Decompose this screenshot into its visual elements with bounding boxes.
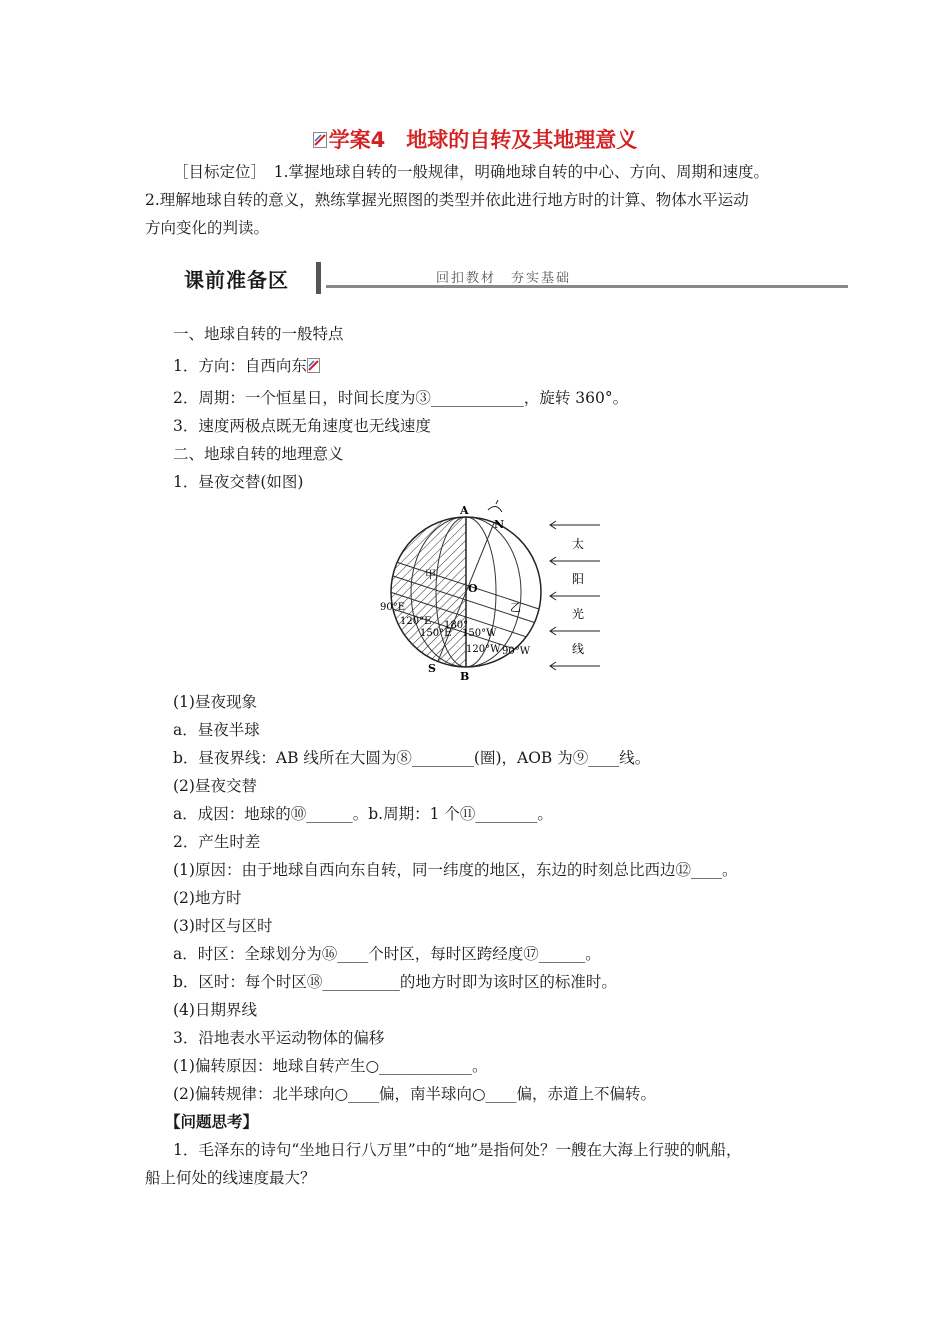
sunlight-char-1: 太 xyxy=(572,537,585,551)
label-jia: 甲 xyxy=(425,568,436,581)
document-logo-icon xyxy=(313,129,327,145)
label-o: O xyxy=(468,582,478,595)
body-line-15: (2)偏转规律：北半球向○____偏，南半球向○____偏，赤道上不偏转。 xyxy=(173,1085,657,1103)
body-line-4: (2)昼夜交替 xyxy=(173,777,257,795)
goals-line-3: 方向变化的判读。 xyxy=(145,219,270,237)
label-180: 180° xyxy=(444,620,469,631)
banner-rule xyxy=(326,285,848,288)
section2-sub1: 1．昼夜交替(如图) xyxy=(173,473,304,491)
label-150w: 150°W xyxy=(462,628,497,639)
body-line-8: (2)地方时 xyxy=(173,889,242,907)
banner-subtitle: 回扣教材 夯实基础 xyxy=(436,271,572,286)
section1-item-2: 2．周期：一个恒星日，时间长度为③____________，旋转 360°。 xyxy=(173,389,629,407)
banner-bar xyxy=(316,262,321,294)
body-line-12: (4)日期界线 xyxy=(173,1001,257,1019)
sunlight-char-4: 线 xyxy=(572,642,585,656)
label-yi: 乙 xyxy=(510,601,521,614)
label-150e: 150°E xyxy=(420,628,452,639)
banner-label: 课前准备区 xyxy=(184,268,289,292)
label-s: S xyxy=(428,662,436,675)
title-text: 学案4 地球的自转及其地理意义 xyxy=(328,128,638,152)
section1-heading: 一、地球自转的一般特点 xyxy=(173,325,344,343)
label-n: N xyxy=(494,518,505,531)
label-120e: 120°E xyxy=(400,616,432,627)
body-line-14: (1)偏转原因：地球自转产生○____________。 xyxy=(173,1057,488,1075)
section-banner xyxy=(176,264,848,298)
label-a: A xyxy=(460,504,469,517)
sunlight-char-2: 阳 xyxy=(572,572,585,586)
label-120w: 120°W xyxy=(466,644,501,655)
inline-logo-icon xyxy=(307,358,320,373)
goals-line-2: 2.理解地球自转的意义，熟练掌握光照图的类型并依此进行地方时的计算、物体水平运动 xyxy=(145,191,749,209)
label-b: B xyxy=(460,670,470,683)
label-90e: 90°E xyxy=(380,602,406,613)
body-line-6: 2．产生时差 xyxy=(173,833,261,851)
section1-item-1 xyxy=(173,354,320,376)
body-line-7: (1)原因：由于地球自西向东自转，同一纬度的地区，东边的时刻总比西边⑫____。 xyxy=(173,861,738,879)
body-line-5: a．成因：地球的⑩______。b.周期：1 个⑪________。 xyxy=(173,805,553,823)
body-line-9: (3)时区与区时 xyxy=(173,917,273,935)
question-heading: 【问题思考】 xyxy=(165,1112,259,1131)
body-line-10: a．时区：全球划分为⑯____个时区，每时区跨经度⑰______。 xyxy=(173,945,601,963)
section2-heading: 二、地球自转的地理意义 xyxy=(173,445,344,463)
body-line-2: a．昼夜半球 xyxy=(173,721,260,739)
body-line-3: b．昼夜界线：AB 线所在大圆为⑧________(圈)，AOB 为⑨____线。 xyxy=(173,749,651,767)
body-line-13: 3．沿地表水平运动物体的偏移 xyxy=(173,1029,385,1047)
section1-item-1-text: 1．方向：自西向东 xyxy=(173,357,307,375)
sunlight-char-3: 光 xyxy=(572,607,585,621)
page-title xyxy=(0,124,950,154)
body-line-1: (1)昼夜现象 xyxy=(173,693,257,711)
goals-line-1: ［目标定位］ 1.掌握地球自转的一般规律，明确地球自转的中心、方向、周期和速度。 xyxy=(173,163,770,181)
day-night-diagram xyxy=(370,500,610,685)
label-90w: 90°W xyxy=(502,646,531,657)
body-line-11: b．区时：每个时区⑱__________的地方时即为该时区的标准时。 xyxy=(173,973,617,991)
question-line-1: 1．毛泽东的诗句“坐地日行八万里”中的“地”是指何处？一艘在大海上行驶的帆船， xyxy=(173,1141,742,1159)
section1-item-3: 3．速度两极点既无角速度也无线速度 xyxy=(173,417,431,435)
question-line-2: 船上何处的线速度最大？ xyxy=(145,1169,316,1187)
